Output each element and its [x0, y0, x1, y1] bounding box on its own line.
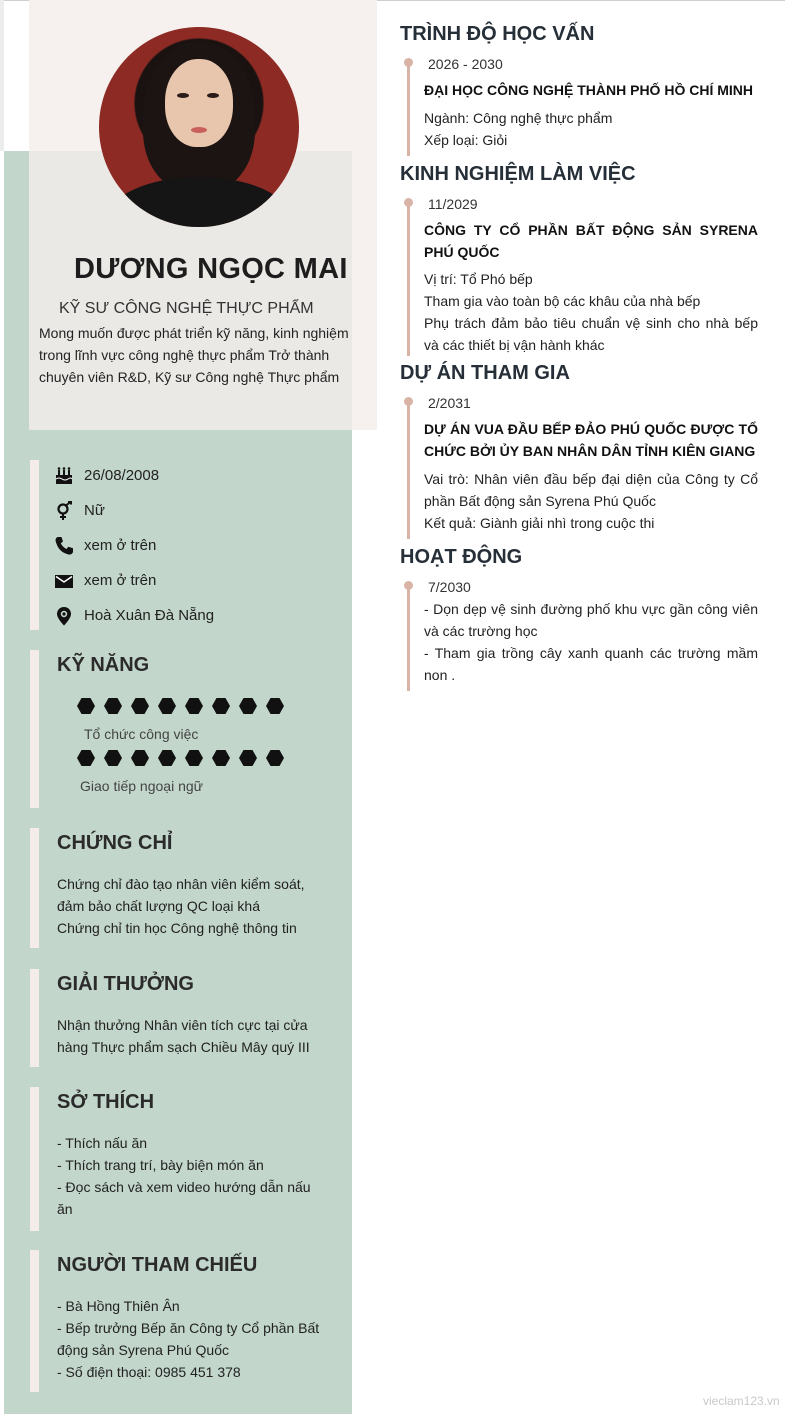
section-bar [30, 828, 39, 948]
project-line: Kết quả: Giành giải nhì trong cuộc thi [424, 515, 655, 531]
timeline-line [407, 60, 410, 156]
watermark: vieclam123.vn [703, 1394, 780, 1408]
skill-rating-hexagon [239, 750, 257, 766]
reference-item: - Số điện thoại: 0985 451 378 [57, 1364, 241, 1380]
career-objective: Mong muốn được phát triển kỹ năng, kinh nghiệm trong lĩnh vực công nghệ thực phẩm Trở thành chuyên viên R&D, Kỹ sư Công nghệ Thực phẩm [39, 325, 349, 385]
education-school: ĐẠI HỌC CÔNG NGHỆ THÀNH PHỐ HỒ CHÍ MINH [424, 82, 753, 98]
hobby-item: - Thích trang trí, bày biện món ăn [57, 1157, 264, 1173]
hobbies-list [57, 1132, 327, 1220]
skill-rating-hexagon [77, 750, 95, 766]
birthday-text: 26/08/2008 [84, 467, 160, 484]
phone-text: xem ở trên [84, 537, 157, 554]
job-title: KỸ SƯ CÔNG NGHỆ THỰC PHẨM [59, 300, 314, 317]
experience-line: Vị trí: Tổ Phó bếp [424, 271, 533, 287]
skill-rating-hexagon [104, 750, 122, 766]
hobbies-panel [30, 1087, 330, 1231]
birthday-cake-icon [54, 466, 74, 486]
experience-line: Tham gia vào toàn bộ các khâu của nhà bếp [424, 293, 701, 309]
activity-line: - Dọn dẹp vệ sinh đường phố khu vực gần công viên và các trường học [424, 601, 758, 639]
skill-rating-hexagon [131, 698, 149, 714]
skill-rating-hexagon [212, 750, 230, 766]
timeline-line [407, 399, 410, 539]
avatar [99, 27, 299, 227]
section-bar [30, 1250, 39, 1392]
awards-list [57, 1014, 327, 1058]
phone-icon [54, 536, 74, 556]
skill-rating-hexagon [158, 698, 176, 714]
certificates-list [57, 873, 327, 939]
experience-date: 11/2029 [428, 196, 478, 212]
hobbies-title: SỞ THÍCH [57, 1091, 155, 1113]
gender-text: Nữ [84, 502, 105, 519]
skill-name-organization: Tổ chức công việc [84, 726, 199, 742]
timeline-dot [404, 198, 413, 207]
skill-rating-hexagon [239, 698, 257, 714]
references-panel [30, 1250, 330, 1392]
skills-title: KỸ NĂNG [57, 654, 150, 676]
education-title: TRÌNH ĐỘ HỌC VẤN [400, 23, 595, 45]
references-title: NGƯỜI THAM CHIẾU [57, 1254, 258, 1276]
location-icon [54, 606, 74, 626]
hobby-item: - Đọc sách và xem video hướng dẫn nấu ăn [57, 1179, 311, 1217]
skill-rating-hexagon [185, 698, 203, 714]
timeline-dot [404, 581, 413, 590]
education-line: Xếp loại: Giỏi [424, 132, 508, 148]
experience-title: KINH NGHIỆM LÀM VIỆC [400, 163, 636, 185]
left-edge [0, 0, 4, 151]
education-line: Ngành: Công nghệ thực phẩm [424, 110, 613, 126]
certificate-item: Chứng chỉ tin học Công nghệ thông tin [57, 920, 297, 936]
references-list [57, 1295, 327, 1383]
award-item: Nhận thưởng Nhân viên tích cực tại cửa hàng Thực phẩm sạch Chiều Mây quý III [57, 1017, 310, 1055]
certificate-item: Chứng chỉ đào tạo nhân viên kiểm soát, đảm bảo chất lượng QC loại khá [57, 876, 305, 914]
skills-panel [30, 650, 330, 808]
activities-details [424, 598, 758, 686]
skill-rating-hexagon [158, 750, 176, 766]
activities-date: 7/2030 [428, 579, 471, 595]
experience-line: Phụ trách đảm bảo tiêu chuẩn vệ sinh cho nhà bếp và các thiết bị vận hành khác [424, 315, 758, 353]
education-date: 2026 - 2030 [428, 56, 503, 72]
skill-rating-hexagon [266, 750, 284, 766]
skill-rating-hexagon [266, 698, 284, 714]
hobby-item: - Thích nấu ăn [57, 1135, 148, 1151]
email-text: xem ở trên [84, 572, 157, 589]
section-bar [30, 460, 39, 630]
experience-details [424, 268, 758, 356]
skill-rating-hexagon [104, 698, 122, 714]
skill-name-languages: Giao tiếp ngoại ngữ [80, 778, 204, 794]
education-details [424, 107, 758, 151]
skill-rating-hexagon [185, 750, 203, 766]
section-bar [30, 1087, 39, 1231]
skill-rating-hexagon [77, 698, 95, 714]
skill-rating-hexagon [212, 698, 230, 714]
projects-date: 2/2031 [428, 395, 471, 411]
timeline-line [407, 200, 410, 356]
timeline-line [407, 583, 410, 691]
skill-rating-hexagon [131, 750, 149, 766]
reference-item: - Bếp trưởng Bếp ăn Công ty Cổ phần Bất động sản Syrena Phú Quốc [57, 1320, 320, 1358]
awards-title: GIẢI THƯỞNG [57, 973, 194, 995]
activities-title: HOẠT ĐỘNG [400, 546, 523, 568]
section-bar [30, 650, 39, 808]
email-icon [54, 571, 74, 591]
timeline-dot [404, 58, 413, 67]
projects-details [424, 468, 758, 534]
reference-item: - Bà Hồng Thiên Ân [57, 1298, 180, 1314]
projects-name: DỰ ÁN VUA ĐẦU BẾP ĐẢO PHÚ QUỐC ĐƯỢC TỔ CHỨC BỞI ỦY BAN NHÂN DÂN TỈNH KIÊN GIANG [424, 421, 758, 459]
experience-company: CÔNG TY CỔ PHẦN BẤT ĐỘNG SẢN SYRENA PHÚ QUỐC [424, 222, 758, 260]
gender-icon [54, 501, 74, 521]
contact-panel [30, 460, 330, 630]
candidate-name: DƯƠNG NGỌC MAI [74, 253, 348, 285]
certificates-title: CHỨNG CHỈ [57, 832, 173, 854]
section-bar [30, 969, 39, 1067]
timeline-dot [404, 397, 413, 406]
projects-title: DỰ ÁN THAM GIA [400, 362, 570, 384]
address-text: Hoà Xuân Đà Nẵng [84, 607, 215, 624]
project-line: Vai trò: Nhân viên đầu bếp đại diện của Công ty Cổ phần Bất động sản Syrena Phú Quốc [424, 471, 758, 509]
certificates-panel [30, 828, 330, 948]
activity-line: - Tham gia trồng cây xanh quanh các trường mầm non . [424, 645, 758, 683]
awards-panel [30, 969, 330, 1067]
